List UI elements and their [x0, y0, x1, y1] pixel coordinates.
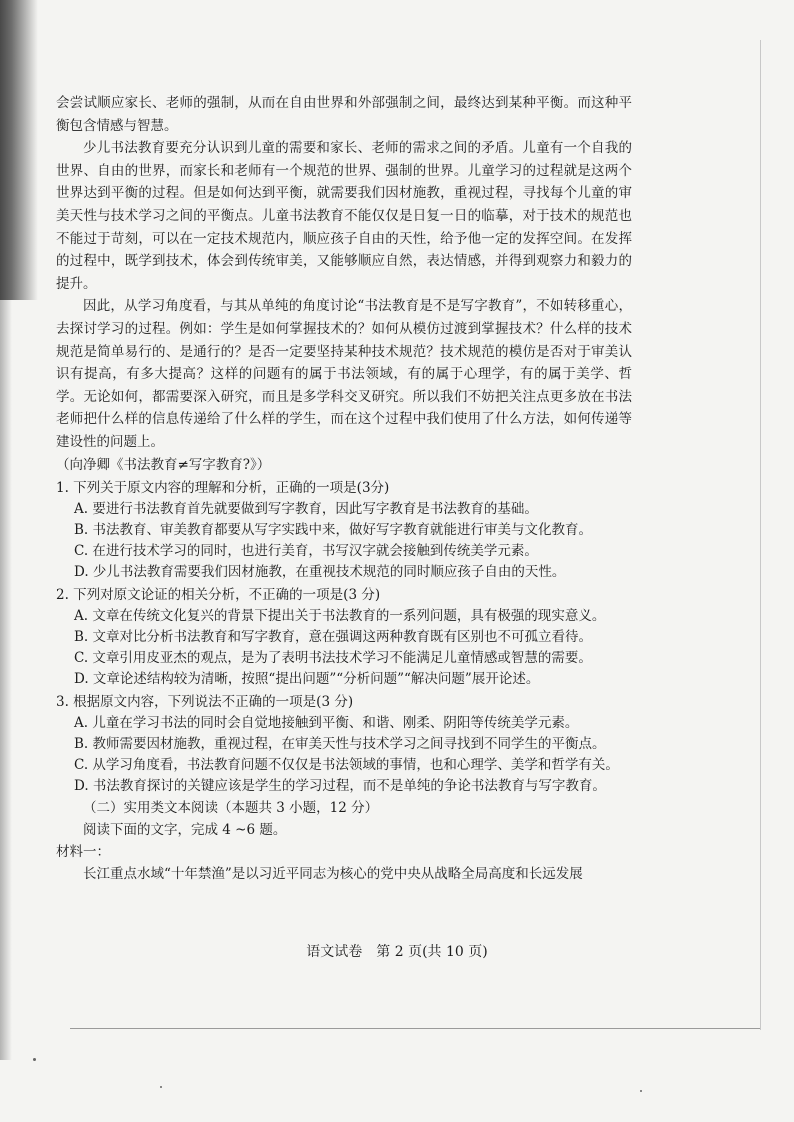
option-d: D. 书法教育探讨的关键应该是学生的学习过程，而不是单纯的争论书法教育与写字教育。: [74, 778, 606, 795]
passage-paragraph-3: 因此，从学习角度看，与其从单纯的角度讨论“书法教育是不是写字教育”，不如转移重心，去探讨学习的过程。例如：学生是如何掌握技术的？如何从模仿过渡到掌握技术？什么样的技术规范是简单易行的、是通行的？是否一定要坚持某种技术规范？技术规范的模仿是否对于审美认识有提高，有多大提高？这样的问题有的属于书法领域，有的属于心理学，有的属于美学、哲学。无论如何，都需要深入研究，而且是多学科交叉研究。所以我们不妨把关注点更多放在书法老师把什么样的信息传递给了什么样的学生，而在这个过程中我们使用了什么方法，如何传递等建设性的问题上。: [56, 298, 632, 450]
material-label: 材料一：: [56, 844, 110, 861]
question-stem: 1. 下列关于原文内容的理解和分析，正确的一项是(3分): [56, 480, 390, 497]
section-heading: （二）实用类文本阅读（本题共 3 小题，12 分）: [83, 800, 379, 817]
option-a: A. 儿童在学习书法的同时会自觉地接触到平衡、和谐、刚柔、阴阳等传统美学元素。: [74, 715, 579, 732]
option-c: C. 在进行技术学习的同时，也进行美育，书写汉字就会接触到传统美学元素。: [74, 543, 538, 560]
question-2: [56, 585, 632, 690]
option-b: B. 文章对比分析书法教育和写字教育，意在强调这两种教育既有区别也不可孤立看待。: [74, 629, 593, 646]
option-d: D. 文章论述结构较为清晰，按照“提出问题”“分析问题”“解决问题”展开论述。: [74, 671, 540, 688]
question-stem: 3. 根据原文内容，下列说法不正确的一项是(3 分): [56, 694, 354, 711]
passage-paragraph-1: 会尝试顺应家长、老师的强制，从而在自由世界和外部强制之间，最终达到某种平衡。而这种平衡包含情感与智慧。: [56, 95, 632, 134]
question-stem: 2. 下列对原文论证的相关分析，不正确的一项是(3 分): [56, 587, 381, 604]
option-b: B. 教师需要因材施教，重视过程，在审美天性与技术学习之间寻找到不同学生的平衡点。: [74, 736, 606, 753]
section-instruction: 阅读下面的文字，完成 4 ~6 题。: [83, 822, 287, 839]
scan-speck: [160, 1086, 162, 1088]
option-b: B. 书法教育、审美教育都要从写字实践中来，做好写字教育就能进行审美与文化教育。: [74, 522, 593, 539]
page-footer: 语文试卷 第 2 页(共 10 页): [306, 944, 488, 960]
option-c: C. 文章引用皮亚杰的观点，是为了表明书法技术学习不能满足儿童情感或智慧的需要。: [74, 650, 592, 667]
option-c: C. 从学习角度看，书法教育问题不仅仅是书法领域的事情，也和心理学、美学和哲学有关。: [74, 757, 619, 774]
option-d: D. 少儿书法教育需要我们因材施教，在重视技术规范的同时顺应孩子自由的天性。: [74, 564, 566, 581]
material-first-line: 长江重点水域“十年禁渔”是以习近平同志为核心的党中央从战略全局高度和长远发展: [83, 866, 583, 883]
question-3: [56, 692, 632, 797]
scan-shadow-edge: [0, 0, 38, 300]
scan-speck: [33, 1058, 36, 1061]
option-a: A. 文章在传统文化复兴的背景下提出关于书法教育的一系列问题，具有极强的现实意义。: [74, 608, 606, 625]
scan-speck: [640, 1090, 642, 1092]
page-bottom-rule: [70, 1028, 760, 1029]
passage-paragraph-2: 少儿书法教育要充分认识到儿童的需要和家长、老师的需求之间的矛盾。儿童有一个自我的世界、自由的世界，而家长和老师有一个规范的世界、强制的世界。儿童学习的过程就是这两个世界达到平衡的过程。但是如何达到平衡，就需要我们因材施教，重视过程，寻找每个儿童的审美天性与技术学习之间的平衡点。儿童书法教育不能仅仅是日复一日的临摹，对于技术的规范也不能过于苛刻，可以在一定技术规范内，顺应孩子自由的天性，给予他一定的发挥空间。在发挥的过程中，既学到技术，体会到传统审美，又能够顺应自然，表达情感，并得到观察力和毅力的提升。: [56, 140, 632, 292]
question-1: [56, 478, 632, 583]
page-content: [56, 92, 632, 885]
passage-citation: （向净卿《书法教育≠写字教育?》）: [56, 456, 271, 473]
option-a: A. 要进行书法教育首先就要做到写字教育，因此写字教育是书法教育的基础。: [74, 501, 538, 518]
page-fold-line: [760, 40, 761, 1030]
